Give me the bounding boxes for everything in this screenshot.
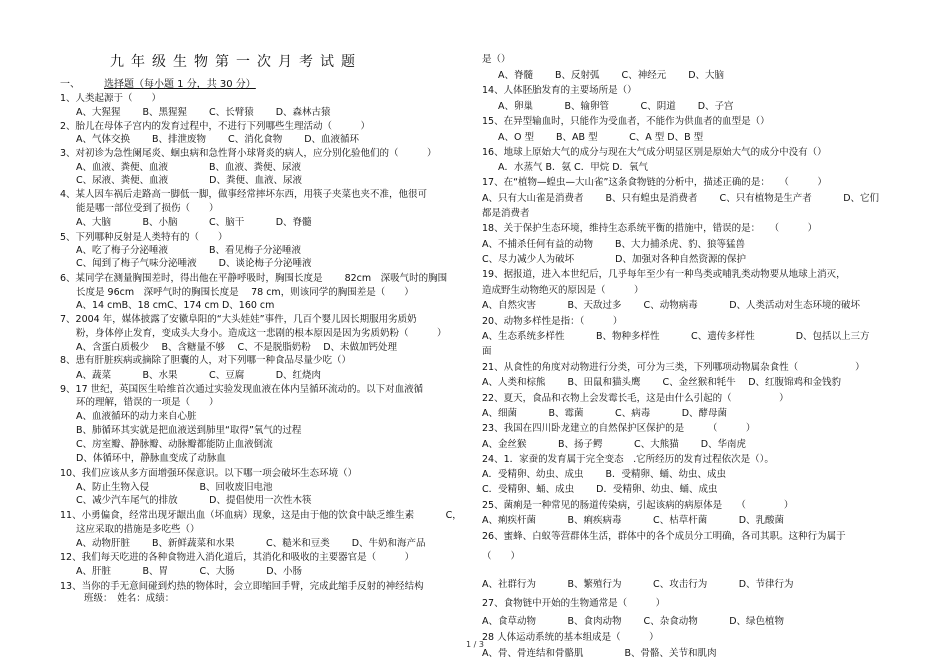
left-question-line: 7、2004 年，媒体披露了安徽阜阳的“大头娃娃”事件，几百个婴儿因长期服用劣质奶 [60,314,417,325]
right-question-line: A、痢疾杆菌 B、痢疾病毒 C、枯草杆菌 D、乳酸菌 [482,515,785,526]
left-question-line: 8、患有肝脏疾病或摘除了胆囊的人，对下列哪一种食品尽量少吃（） [60,355,352,366]
right-question-line: A、生态系统多样性 B、物种多样性 C、遗传多样性 D、包括以上三方 [482,331,870,342]
right-question-line: 19、据报道，进入本世纪后，几乎每年至少有一种鸟类或哺乳类动物要从地球上消灭， [482,269,846,280]
left-question-line: A、蔬菜 B、水果 C、豆腐 D、红烧肉 [76,370,322,381]
right-question-line: 21、从食性的角度对动物进行分类，可分为三类，下列哪项动物属杂食性（ ） [482,362,865,373]
left-question-line: A、含蛋白质极少 B、含糖量不够 C、不是脱脂奶粉 D、未做加钙处理 [76,342,398,353]
right-question-line: A、脊髓 B、反射弧 C、神经元 D、大脑 [498,70,725,81]
right-question-line: A．受精卵、幼虫、成虫 B．受精卵、蛹、幼虫、成虫 [482,469,727,480]
right-question-line: 17、在“植物—蝗虫—大山雀”这条食物链的分析中，描述正确的是： （ ） [482,177,827,188]
left-question-line: 环的理解，错误的一项是（ ） [76,397,219,408]
right-question-line: 27、食物链中开始的生物通常是（ ） [482,598,666,609]
left-question-line: A、动物肝脏 B、新鲜蔬菜和水果 C、糙米和豆类 D、牛奶和海产品 [76,538,426,549]
right-question-line: A、O 型 B、AB 型 C、A 型 D、B 型 [498,132,704,143]
left-question-line: 6、某同学在测量胸围差时，得出他在平静呼吸时，胸围长度是 82cm 深吸气时的胸围 [60,273,448,284]
left-question-line: A、大猩猩 B、黑猩猩 C、长臂猿 D、森林古猿 [76,107,331,118]
right-question-line: 28 人体运动系统的基本组成是（ ） [482,632,659,643]
left-question-line: A、血液循环的动力来自心脏 [76,411,197,422]
left-question-line: A、大脑 B、小脑 C、脑干 D、脊髓 [76,217,312,228]
right-question-line: 22、夏天，食品和衣物上会发霉长毛，这是由什么引起的（ ） [482,393,789,404]
page-number: 1 / 3 [466,640,484,649]
left-question-line: A、防止生物入侵 B、回收废旧电池 [76,482,273,493]
right-question-line: A、自然灾害 B、天敌过多 C、动物病毒 D、人类活动对生态环境的破坏 [482,300,861,311]
left-question-line: A、气体交换 B、排泄废物 C、消化食物 D、血液循环 [76,134,360,145]
right-question-line: 20、动物多样性是指：（ ） [482,316,623,327]
left-question-line: 班级： 姓名：成绩： [84,593,175,604]
left-question-line: 能是哪一部位受到了损伤（ ） [76,203,219,214]
right-question-line: 14、人体胚胎发育的主要场所是（） [482,85,637,96]
right-question-line: A、卵巢 B、输卵管 C、阴道 D、子宫 [498,101,734,112]
left-question-line: 粉，身体停止发育，变成头大身小。造成这一悲剧的根本原因是因为劣质奶粉（ ） [76,328,447,339]
right-question-line: A、只有大山雀是消费者 B、只有蝗虫是消费者 C、只有植物是生产者 D、它们 [482,193,880,204]
right-question-line: C．受精卵、蛹、成虫 D．受精卵、幼虫、蛹、成虫 [482,484,718,495]
right-question-line: A、社群行为 B、繁殖行为 C、攻击行为 D、节律行为 [482,579,794,590]
right-question-line: 16、地球上原始大气的成分与现在大气成分明显区别是原始大气的成分中没有（） [482,147,827,158]
left-question-line: 长度是 96cm 深呼气时的胸围长度是 78 cm，则该同学的胸围差是（ ） [76,287,414,298]
right-question-line: A、人类和棕熊 B、田鼠和猫头鹰 C、金丝猴和牦牛 D、红腹锦鸡和金钱豹 [482,377,842,388]
right-question-line: A、食草动物 B、食肉动物 C、杂食动物 D、绿色植物 [482,616,785,627]
left-question-line: 5、下列哪种反射是人类特有的（ ） [60,232,228,243]
right-question-line: 都是消费者 [482,208,530,219]
left-question-line: 11、小勇偏食，经常出现牙龈出血（坏血病）现象，这是由于他的饮食中缺乏维生素 C， [60,510,462,521]
right-question-line: 是（） [482,54,511,65]
left-question-line: 3、对初诊为急性阑尾炎、蛔虫病和急性肾小球肾炎的病人，应分别化验他们的（ ） [60,148,437,159]
left-question-line: 这应采取的措施是多吃些（） [76,524,200,535]
left-question-line: D、体循环中，静脉血变成了动脉血 [76,453,226,464]
left-question-line: 13、当你的手无意间碰到灼热的物体时，会立即缩回手臂，完成此缩手反射的神经结构 [60,581,424,592]
section-number: 一、 [60,79,80,90]
page-title: 九年级生物第一次月考试题 [110,54,362,70]
right-question-line: 18、关于保护生态环境，维持生态系统平衡的措施中，错误的是： （ ） [482,223,818,234]
right-question-line: C、尽力减少人为破坏 D、加强对各种自然资源的保护 [482,254,746,265]
left-question-line: B、肺循环其实就是把血液送到肺里“取得”氧气的过程 [76,425,302,436]
right-question-line: A、骨、骨连结和骨骼肌 B、骨骼、关节和肌肉 [482,648,717,659]
right-question-line: 造成野生动物绝灭的原因是（ ） [482,285,644,296]
left-question-line: 12、我们每天吃进的各种食物进入消化道后，其消化和吸收的主要器官是（ ） [60,552,415,563]
right-question-line: A、金丝猴 B、扬子鳄 C、大熊猫 D、华南虎 [482,439,747,450]
section-note: （每小题 1 分，共 30 分） [134,79,256,90]
left-question-line: C、房室瓣、静脉瓣、动脉瓣都能防止血液倒流 [76,439,273,450]
section-heading [60,79,256,91]
left-question-line: C、减少汽车尾气的排放 D、提倡使用一次性木筷 [76,495,312,506]
left-question-line: 10、我们应该从多方面增强环保意识。以下哪一项会破坏生态环境（） [60,468,358,479]
right-question-line: 26、蜜蜂、白蚁等营群体生活，群体中的各个成员分工明确，各司其职。这种行为属于 [482,531,846,542]
left-question-line: A、14 cmB、18 cmC、174 cm D、160 cm [76,300,275,311]
left-question-line: A、吃了梅子分泌唾液 B、看见梅子分泌唾液 [76,245,302,256]
right-question-line: A、不捕杀任何有益的动物 B、大力捕杀虎、豹、狼等猛兽 [482,239,746,250]
right-question-line: A、细菌 B、霉菌 C、病毒 D、酵母菌 [482,408,728,419]
right-question-line: 25、菌痢是一种常见的肠道传染病，引起该病的病原体是 （ ） [482,500,794,511]
left-question-line: 4、某人因车祸后走路高一脚低一脚，做事经常摔坏东西，用筷子夹菜也夹不准，他很可 [60,189,428,200]
left-question-line: A、肝脏 B、胃 C、大肠 D、小肠 [76,566,303,577]
right-question-line: 15、在异型输血时，只能作为受血者，不能作为供血者的血型是（） [482,116,770,127]
right-question-line: 23、我国在四川卧龙建立的自然保护区保护的是 （ ） [482,423,756,434]
right-question-line: 面 [482,346,492,357]
left-question-line: C、闻到了梅子气味分泌唾液 D、谈论梅子分泌唾液 [76,258,312,269]
left-question-line: A、血液、粪便、血液 B、血液、粪便、尿液 [76,162,302,173]
right-question-line: A．水蒸气 B．氨 C．甲烷 D．氧气 [498,162,649,173]
right-question-line: （ ） [482,551,521,562]
right-question-line: 24、1．家蚕的发育属于完全变态 .它所经历的发育过程依次是（）。 [482,454,774,465]
left-question-line: 9、17 世纪，英国医生哈维首次通过实验发现血液在体内呈循环流动的。以下对血液循 [60,384,424,395]
left-question-line: 2、胎儿在母体子宫内的发育过程中，不进行下列哪些生理活动（ ） [60,121,371,132]
section-name: 选择题 [104,79,134,90]
left-question-line: C、尿液、粪便、血液 D、粪便、血液、尿液 [76,175,302,186]
left-question-line: 1、人类起源于（ ） [60,93,162,104]
